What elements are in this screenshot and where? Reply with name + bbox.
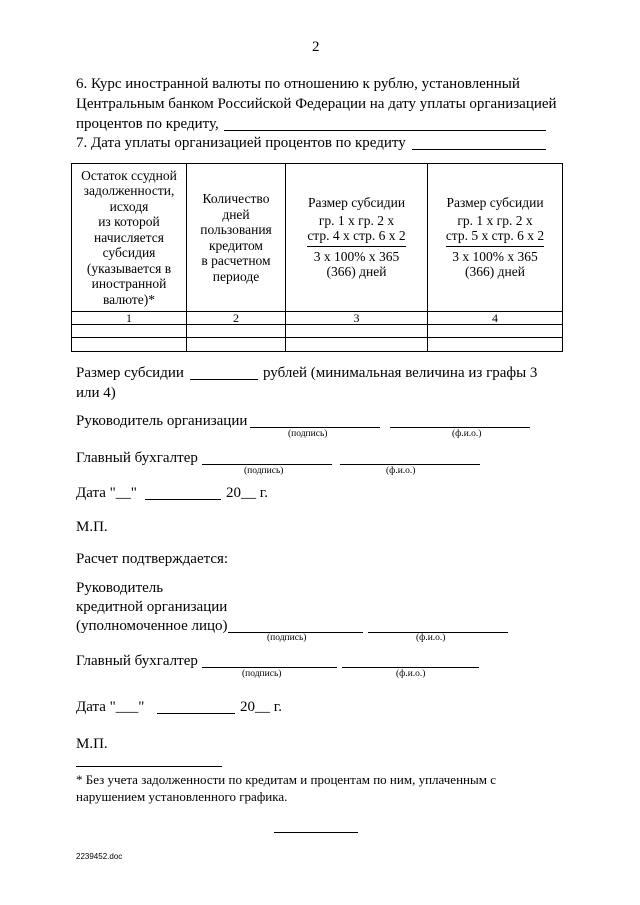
page-number: 2: [312, 39, 320, 55]
subsidy-size-label: Размер субсидии: [76, 365, 184, 381]
head-credit-line1: Руководитель: [76, 580, 164, 596]
chief-acc2-sign-caption: (подпись): [242, 669, 282, 679]
head-org-sign-caption: (подпись): [288, 429, 328, 439]
head-credit-line2: кредитной организации: [76, 599, 228, 615]
col-number-4: 4: [428, 312, 563, 325]
footnote-line2: нарушением установленного графика.: [76, 789, 288, 804]
chief-acc1-label: Главный бухгалтер: [76, 450, 198, 466]
table-cell: [286, 338, 428, 352]
formula-col4: гр. 1 х гр. 2 х стр. 5 х стр. 6 х 2 3 х 100% х 365 (366) дней: [445, 212, 545, 280]
item7-text: 7. Дата уплаты организацией процентов по кредиту: [76, 135, 406, 151]
subsidy-size-rest: рублей (минимальная величина из графы 3: [263, 365, 538, 381]
stamp-place-1: М.П.: [76, 519, 108, 535]
subsidy-size-blank: [190, 379, 258, 380]
item6-line2: Центральным банком Российской Федерации на дату уплаты организацией: [76, 96, 557, 112]
col-number-3: 3: [286, 312, 428, 325]
item6-line3: процентов по кредиту,: [76, 116, 219, 132]
head-org-fio-line: [390, 427, 530, 428]
head-credit-fio-caption: (ф.и.о.): [416, 633, 446, 643]
footnote-line1: * Без учета задолженности по кредитам и процентам по ним, уплаченным с: [76, 772, 496, 787]
file-name: 2239452.doc: [76, 852, 123, 861]
table-cell: [286, 325, 428, 338]
head-credit-sign-caption: (подпись): [267, 633, 307, 643]
chief-acc2-fio-caption: (ф.и.о.): [396, 669, 426, 679]
header-col1: Остаток ссудной задолженности, исходя из которой начисляется субсидия (указывается в иностранной валюте)*: [72, 164, 187, 312]
table-cell: [428, 325, 563, 338]
chief-acc2-sign-line: [202, 667, 337, 668]
end-rule: [274, 832, 358, 833]
payment-date-blank: [412, 149, 546, 150]
chief-acc1-fio-line: [340, 464, 480, 465]
item6-line1: 6. Курс иностранной валюты по отношению к рублю, установленный: [76, 76, 520, 92]
table-cell: [72, 338, 187, 352]
chief-acc1-fio-caption: (ф.и.о.): [386, 466, 416, 476]
date2-label: Дата "___": [76, 699, 145, 715]
header-col3: Размер субсидии гр. 1 х гр. 2 х стр. 4 х стр. 6 х 2 3 х 100% х 365 (366) дней: [286, 164, 428, 312]
table-cell: [72, 325, 187, 338]
col-number-1: 1: [72, 312, 187, 325]
chief-acc1-sign-line: [202, 464, 332, 465]
date1-year: 20__ г.: [226, 485, 268, 501]
table-cell: [428, 338, 563, 352]
subsidy-table: [71, 163, 563, 352]
head-credit-line3: (уполномоченное лицо): [76, 618, 228, 634]
date1-month-blank: [145, 499, 221, 500]
head-org-sign-line: [250, 427, 380, 428]
head-org-label: Руководитель организации: [76, 413, 248, 429]
footnote-separator: [76, 766, 222, 767]
formula-col3: гр. 1 х гр. 2 х стр. 4 х стр. 6 х 2 3 х 100% х 365 (366) дней: [307, 212, 406, 280]
chief-acc2-fio-line: [342, 667, 479, 668]
subsidy-size-line2: или 4): [76, 385, 116, 401]
col-number-2: 2: [187, 312, 286, 325]
chief-acc2-label: Главный бухгалтер: [76, 653, 198, 669]
calculation-confirmed: Расчет подтверждается:: [76, 551, 229, 567]
chief-acc1-sign-caption: (подпись): [244, 466, 284, 476]
date1-label: Дата "__": [76, 485, 137, 501]
date2-year: 20__ г.: [240, 699, 282, 715]
date2-month-blank: [157, 713, 235, 714]
stamp-place-2: М.П.: [76, 736, 108, 752]
exchange-rate-blank: [224, 130, 546, 131]
head-org-fio-caption: (ф.и.о.): [452, 429, 482, 439]
table-cell: [187, 325, 286, 338]
header-col2: Количество дней пользования кредитом в расчетном периоде: [187, 164, 286, 312]
table-cell: [187, 338, 286, 352]
header-col4: Размер субсидии гр. 1 х гр. 2 х стр. 5 х стр. 6 х 2 3 х 100% х 365 (366) дней: [428, 164, 563, 312]
